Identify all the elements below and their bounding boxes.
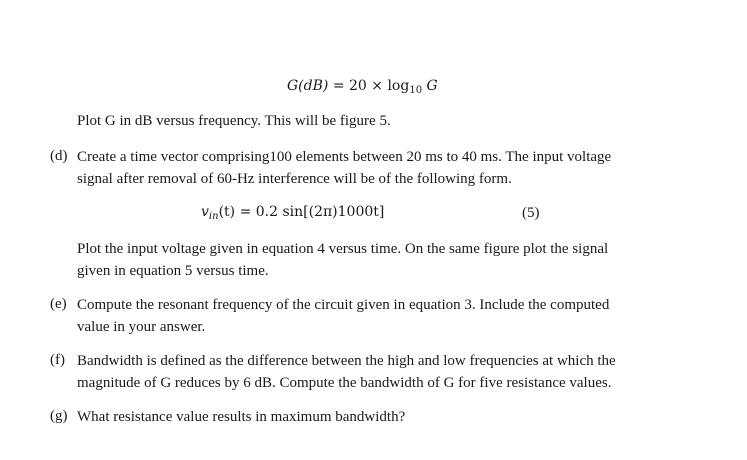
gain-equation	[287, 78, 438, 94]
plot-vin-instruction	[77, 238, 608, 282]
plot-g-instruction: Plot G in dB versus frequency. This will be figure 5.	[77, 113, 391, 129]
item-e-text	[77, 294, 609, 338]
gain-equation-log-base: 10	[409, 85, 423, 96]
item-d-line-2: signal after removal of 60-Hz interference will be of the following form.	[77, 171, 512, 187]
plot-vin-line-1: Plot the input voltage given in equation 4 versus time. On the same figure plot the signal	[77, 241, 609, 257]
gain-equation-var: G	[426, 78, 438, 94]
item-f-line-2: magnitude of G reduces by 6 dB. Compute the bandwidth of G for five resistance values.	[77, 375, 612, 391]
vin-equation	[201, 204, 384, 220]
item-g-text	[77, 406, 405, 428]
item-d-label: (d)	[50, 148, 68, 164]
item-e-line-1: Compute the resonant frequency of the circuit given in equation 3. Include the computed	[77, 297, 610, 313]
item-e-line-2: value in your answer.	[77, 319, 206, 335]
gain-equation-const: = 20 ×	[332, 78, 383, 94]
item-f-text	[77, 350, 616, 394]
item-f-line-1: Bandwidth is defined as the difference between the high and low frequencies at which the	[77, 353, 616, 369]
item-d-line-1: Create a time vector comprising100 elements between 20 ms to 40 ms. The input voltage	[77, 149, 612, 165]
item-g-line-1: What resistance value results in maximum bandwidth?	[77, 409, 406, 425]
vin-equation-sub: in	[208, 211, 219, 222]
vin-equation-number: (5)	[522, 205, 540, 221]
gain-equation-log: log	[387, 78, 410, 94]
vin-equation-rhs: = 0.2 sin[(2π)1000t]	[239, 204, 385, 220]
item-e-label: (e)	[50, 296, 67, 312]
plot-vin-line-2: given in equation 5 versus time.	[77, 263, 269, 279]
item-f-label: (f)	[50, 352, 65, 368]
item-g-label: (g)	[50, 408, 68, 424]
vin-equation-arg: (t)	[218, 204, 236, 220]
item-d-text	[77, 146, 611, 190]
gain-equation-lhs: G(dB)	[287, 78, 329, 94]
vin-equation-v: v	[201, 204, 209, 220]
